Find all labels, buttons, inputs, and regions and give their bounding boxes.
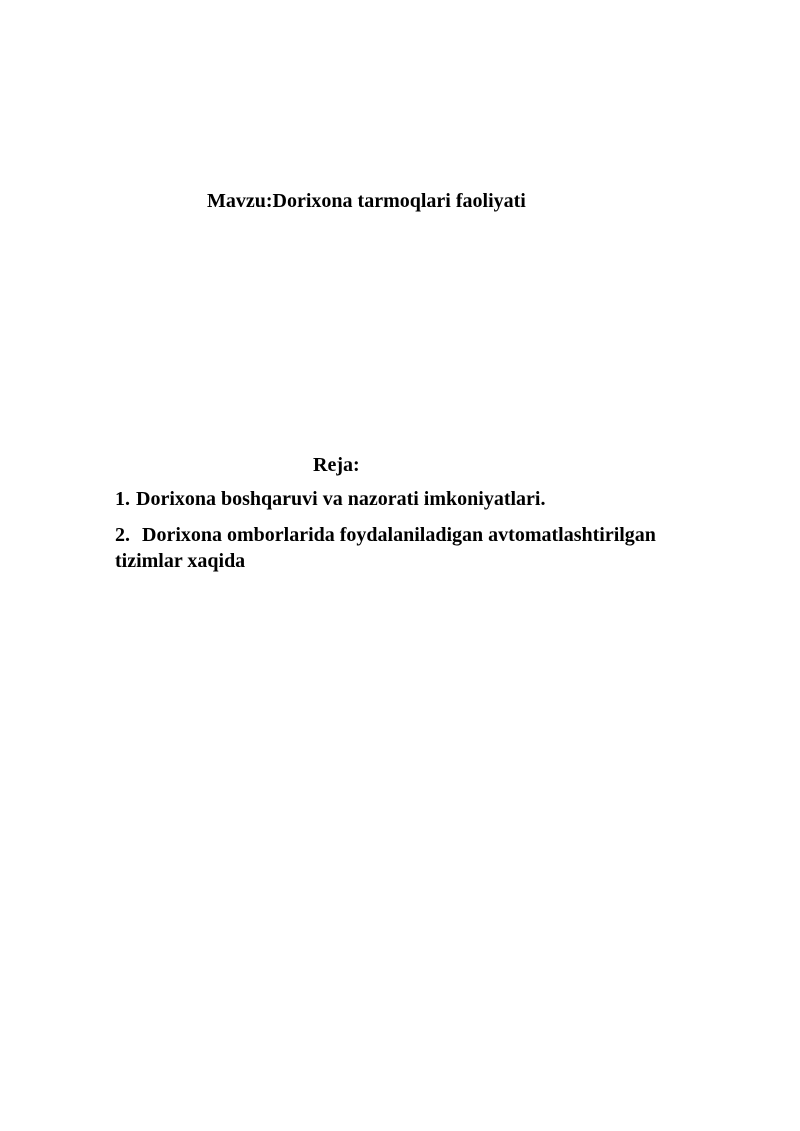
- plan-item-text: Dorixona boshqaruvi va nazorati imkoniyatlari.: [136, 488, 546, 510]
- topic-title: Mavzu:Dorixona tarmoqlari faoliyati: [207, 190, 526, 212]
- plan-item-2: [115, 522, 715, 574]
- plan-heading: Reja:: [313, 454, 360, 476]
- plan-item-number: 1.: [115, 488, 130, 510]
- plan-item-number: 2.: [115, 524, 130, 546]
- plan-list: [115, 486, 715, 584]
- plan-item-1: [115, 486, 715, 512]
- plan-item-text: Dorixona omborlarida foydalaniladigan avtomatlashtirilgan tizimlar xaqida: [115, 524, 656, 572]
